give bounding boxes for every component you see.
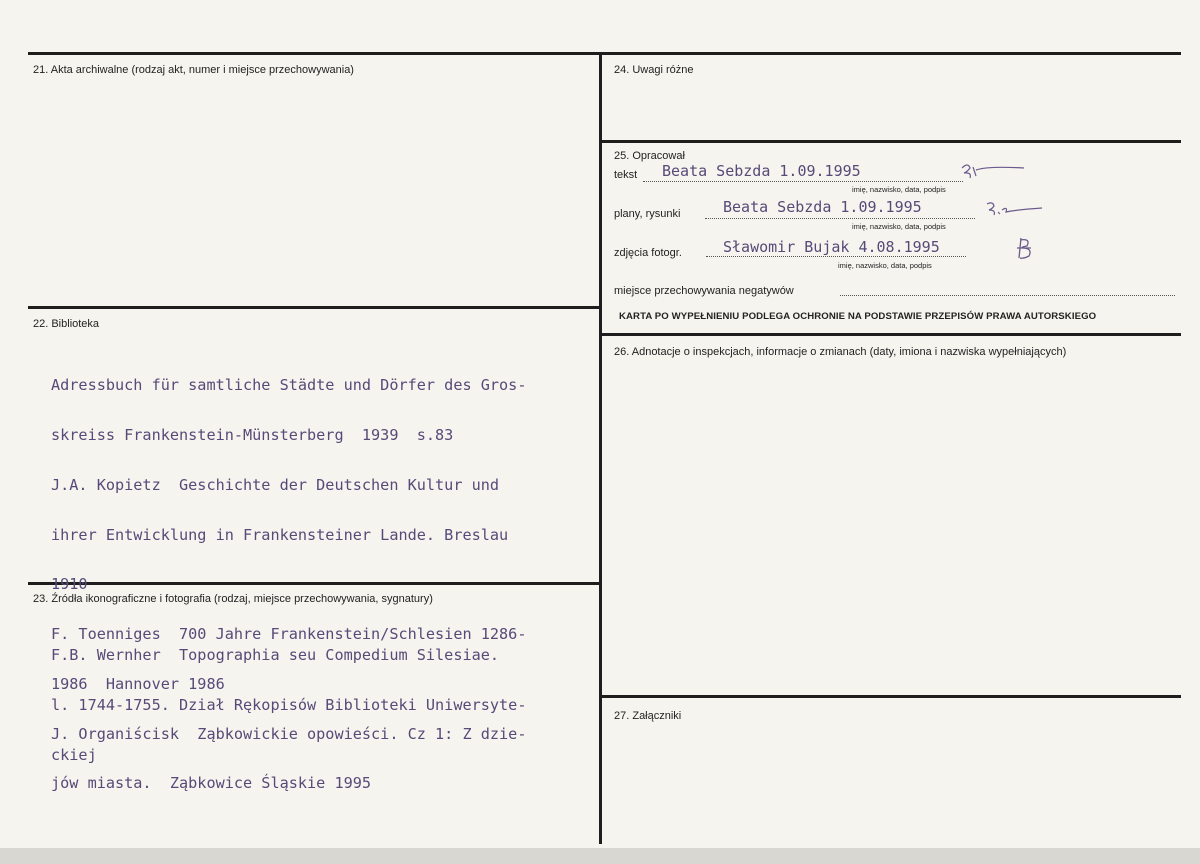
bibliography-line: F. Toenniges 700 Jahre Frankenstein/Schlesien 1286-	[51, 625, 527, 644]
section-26-label: 26. Adnotacje o inspekcjach, informacje o zmianach (daty, imiona i nazwiska wypełniających)	[614, 346, 1067, 358]
divider-21-22	[28, 306, 601, 309]
plany-sublabel: imię, nazwisko, data, podpis	[852, 222, 946, 231]
section-27-label: 27. Załączniki	[614, 710, 682, 722]
tekst-dotted-line	[643, 181, 963, 182]
section-24-label: 24. Uwagi różne	[614, 64, 694, 76]
bibliography-line: 1910	[51, 575, 88, 594]
negatywy-label: miejsce przechowywania negatywów	[614, 285, 794, 297]
iconography-text	[51, 614, 526, 797]
tekst-sublabel: imię, nazwisko, data, podpis	[852, 185, 946, 194]
iconography-line: ckiej	[51, 745, 97, 764]
signature-plany	[984, 198, 1054, 220]
scan-edge	[0, 848, 1200, 864]
bibliography-line: skreiss Frankenstein-Münsterberg 1939 s.83	[51, 425, 454, 444]
zdjecia-label: zdjęcia fotogr.	[614, 247, 682, 259]
iconography-line: l. 1744-1755. Dział Rękopisów Biblioteki Uniwersyte-	[51, 695, 527, 714]
top-border-left	[28, 52, 601, 55]
bibliography-line: Adressbuch für samtliche Städte und Dörfer des Gros-	[51, 376, 527, 395]
signature-zdjecia	[1013, 236, 1039, 262]
bibliography-line: jów miasta. Ząbkowice Śląskie 1995	[51, 774, 372, 793]
zdjecia-sublabel: imię, nazwisko, data, podpis	[838, 261, 932, 270]
tekst-value: Beata Sebzda 1.09.1995	[662, 162, 861, 180]
divider-26-27	[601, 695, 1181, 698]
tekst-label: tekst	[614, 169, 638, 181]
plany-label: plany, rysunki	[614, 208, 681, 220]
section-21-label: 21. Akta archiwalne (rodzaj akt, numer i miejsce przechowywania)	[33, 64, 354, 76]
zdjecia-value: Sławomir Bujak 4.08.1995	[723, 238, 940, 256]
divider-24-25	[601, 140, 1181, 143]
signature-tekst	[958, 160, 1028, 182]
bibliography-line: ihrer Entwicklung in Frankensteiner Lande. Breslau	[51, 525, 509, 544]
iconography-line: F.B. Wernher Topographia seu Compedium Silesiae.	[51, 646, 500, 665]
bibliography-line: 1986 Hannover 1986	[51, 674, 225, 693]
section-22-label: 22. Biblioteka	[33, 318, 100, 330]
plany-value: Beata Sebzda 1.09.1995	[723, 198, 922, 216]
bibliography-line: J.A. Kopietz Geschichte der Deutschen Kultur und	[51, 475, 500, 494]
plany-dotted-line	[705, 218, 975, 219]
section-25-label: 25. Opracował	[614, 150, 685, 162]
bibliography-line: J. Organiścisk Ząbkowickie opowieści. Cz 1: Z dzie-	[51, 724, 527, 743]
zdjecia-dotted-line	[706, 256, 966, 257]
divider-25-26	[601, 333, 1181, 336]
center-divider	[599, 52, 602, 844]
negatywy-dotted-line	[840, 295, 1175, 296]
top-border-right	[601, 52, 1181, 55]
section-23-label: 23. Źródła ikonograficzne i fotografia (rodzaj, miejsce przechowywania, sygnatury)	[33, 593, 433, 605]
copyright-note: KARTA PO WYPEŁNIENIU PODLEGA OCHRONIE NA PODSTAWIE PRZEPISÓW PRAWA AUTORSKIEGO	[619, 311, 1097, 322]
